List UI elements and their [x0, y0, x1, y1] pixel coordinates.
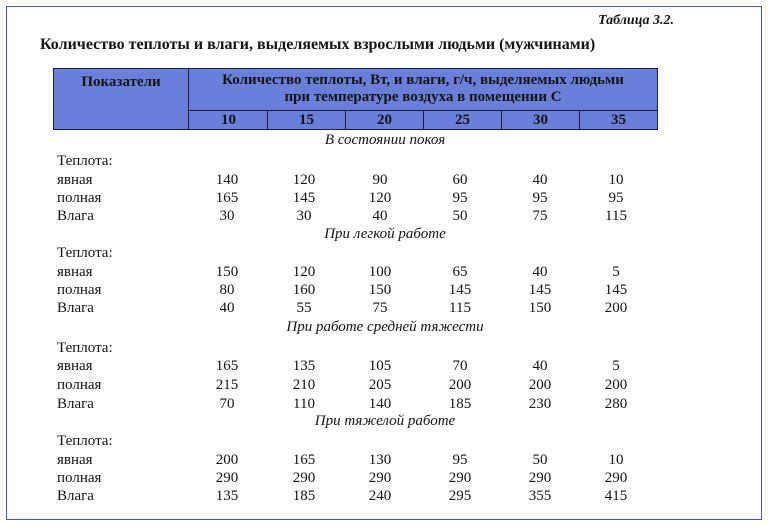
table-cell: 290 — [292, 470, 316, 486]
table-cell: 150 — [368, 282, 392, 298]
table-cell: 10 — [608, 172, 624, 188]
table-cell: 70 — [219, 396, 235, 412]
table-cell: 145 — [448, 282, 472, 298]
row-label: полная — [57, 282, 102, 298]
table-cell: 120 — [368, 190, 392, 206]
table-cell: 230 — [528, 396, 552, 412]
row-label: Теплота: — [57, 153, 113, 169]
table-cell: 290 — [215, 470, 239, 486]
table-cell: 200 — [528, 377, 552, 393]
table-cell: 65 — [452, 264, 468, 280]
table-row — [0, 208, 770, 228]
table-row — [0, 300, 770, 320]
table-cell: 160 — [292, 282, 316, 298]
section-title: При работе средней тяжести — [286, 319, 484, 335]
table-row — [0, 282, 770, 302]
section-heat-label-row — [0, 245, 770, 265]
table-row — [0, 452, 770, 472]
table-cell: 200 — [604, 377, 628, 393]
table-cell: 60 — [452, 172, 468, 188]
table-cell: 120 — [292, 264, 316, 280]
table-cell: 10 — [608, 452, 624, 468]
table-cell: 185 — [448, 396, 472, 412]
table-cell: 135 — [292, 358, 316, 374]
section-heat-label-row — [0, 340, 770, 360]
table-cell: 135 — [215, 488, 239, 504]
table-cell: 290 — [368, 470, 392, 486]
row-label: Теплота: — [57, 340, 113, 356]
table-cell: 105 — [368, 358, 392, 374]
row-label: явная — [57, 264, 93, 280]
table-cell: 295 — [448, 488, 472, 504]
table-row — [0, 190, 770, 210]
table-cell: 40 — [532, 358, 548, 374]
table-row — [0, 488, 770, 508]
table-title: Количество теплоты и влаги, выделяемых взрослыми людьми (мужчинами) — [40, 36, 596, 53]
table-cell: 75 — [532, 208, 548, 224]
table-cell: 50 — [532, 452, 548, 468]
table-cell: 40 — [219, 300, 235, 316]
row-label: полная — [57, 190, 102, 206]
table-cell: 240 — [368, 488, 392, 504]
row-label: явная — [57, 452, 93, 468]
table-cell: 290 — [604, 470, 628, 486]
table-cell: 415 — [604, 488, 628, 504]
table-cell: 40 — [532, 264, 548, 280]
table-cell: 145 — [528, 282, 552, 298]
table-row — [0, 377, 770, 397]
table-cell: 55 — [296, 300, 312, 316]
table-row — [0, 470, 770, 490]
row-label: Влага — [57, 488, 94, 504]
table-cell: 30 — [296, 208, 312, 224]
table-cell: 355 — [528, 488, 552, 504]
table-number: Таблица 3.2. — [598, 13, 674, 28]
section-heat-label-row — [0, 153, 770, 173]
table-cell: 5 — [612, 358, 620, 374]
table-cell: 290 — [528, 470, 552, 486]
table-cell: 145 — [604, 282, 628, 298]
table-cell: 120 — [292, 172, 316, 188]
table-cell: 140 — [368, 396, 392, 412]
table-row — [0, 172, 770, 192]
temperature-row — [190, 111, 657, 129]
temperature-cell: 15 — [268, 111, 346, 129]
table-cell: 145 — [292, 190, 316, 206]
section-title: При тяжелой работе — [314, 413, 456, 429]
temperature-cell: 35 — [611, 112, 626, 128]
table-cell: 165 — [292, 452, 316, 468]
table-cell: 210 — [292, 377, 316, 393]
table-cell: 95 — [452, 190, 468, 206]
table-cell: 165 — [215, 190, 239, 206]
table-cell: 140 — [215, 172, 239, 188]
temperature-cell: 30 — [502, 111, 580, 129]
table-cell: 205 — [368, 377, 392, 393]
table-cell: 200 — [604, 300, 628, 316]
table-cell: 165 — [215, 358, 239, 374]
table-cell: 130 — [368, 452, 392, 468]
row-label: Теплота: — [57, 433, 113, 449]
table-cell: 110 — [293, 396, 315, 412]
table-cell: 50 — [452, 208, 468, 224]
table-header — [53, 68, 658, 130]
table-cell: 40 — [532, 172, 548, 188]
table-cell: 290 — [448, 470, 472, 486]
table-cell: 80 — [219, 282, 235, 298]
table-cell: 5 — [612, 264, 620, 280]
table-cell: 215 — [215, 377, 239, 393]
table-cell: 200 — [448, 377, 472, 393]
temperature-cell: 25 — [424, 111, 502, 129]
table-row — [0, 264, 770, 284]
table-cell: 30 — [219, 208, 235, 224]
table-cell: 115 — [605, 208, 627, 224]
table-cell: 280 — [604, 396, 628, 412]
table-cell: 95 — [532, 190, 548, 206]
section-title: При легкой работе — [324, 226, 446, 242]
header-indicators: Показатели — [54, 69, 189, 111]
header-indicators-lower — [54, 111, 189, 129]
row-label: Влага — [57, 396, 94, 412]
table-cell: 100 — [368, 264, 392, 280]
table-cell: 40 — [372, 208, 388, 224]
table-cell: 95 — [608, 190, 624, 206]
table-cell: 185 — [292, 488, 316, 504]
temperature-cell: 20 — [346, 111, 424, 129]
row-label: полная — [57, 470, 102, 486]
table-cell: 75 — [372, 300, 388, 316]
row-label: Влага — [57, 300, 94, 316]
table-cell: 200 — [215, 452, 239, 468]
row-label: явная — [57, 358, 93, 374]
table-cell: 90 — [372, 172, 388, 188]
table-cell: 70 — [452, 358, 468, 374]
row-label: Влага — [57, 208, 94, 224]
section-heat-label-row — [0, 433, 770, 453]
row-label: полная — [57, 377, 102, 393]
table-row — [0, 358, 770, 378]
table-cell: 150 — [528, 300, 552, 316]
header-span-label — [190, 72, 656, 110]
header-span-line1: Количество теплоты, Вт, и влаги, г/ч, выделяемых людьми — [222, 72, 624, 88]
row-label: Теплота: — [57, 245, 113, 261]
header-span-line2: при температуре воздуха в помещении С — [284, 89, 562, 105]
table-cell: 95 — [452, 452, 468, 468]
table-cell: 115 — [449, 300, 471, 316]
temperature-cell: 10 — [190, 111, 268, 129]
table-cell: 150 — [215, 264, 239, 280]
row-label: явная — [57, 172, 93, 188]
section-title: В состоянии покоя — [324, 132, 446, 148]
